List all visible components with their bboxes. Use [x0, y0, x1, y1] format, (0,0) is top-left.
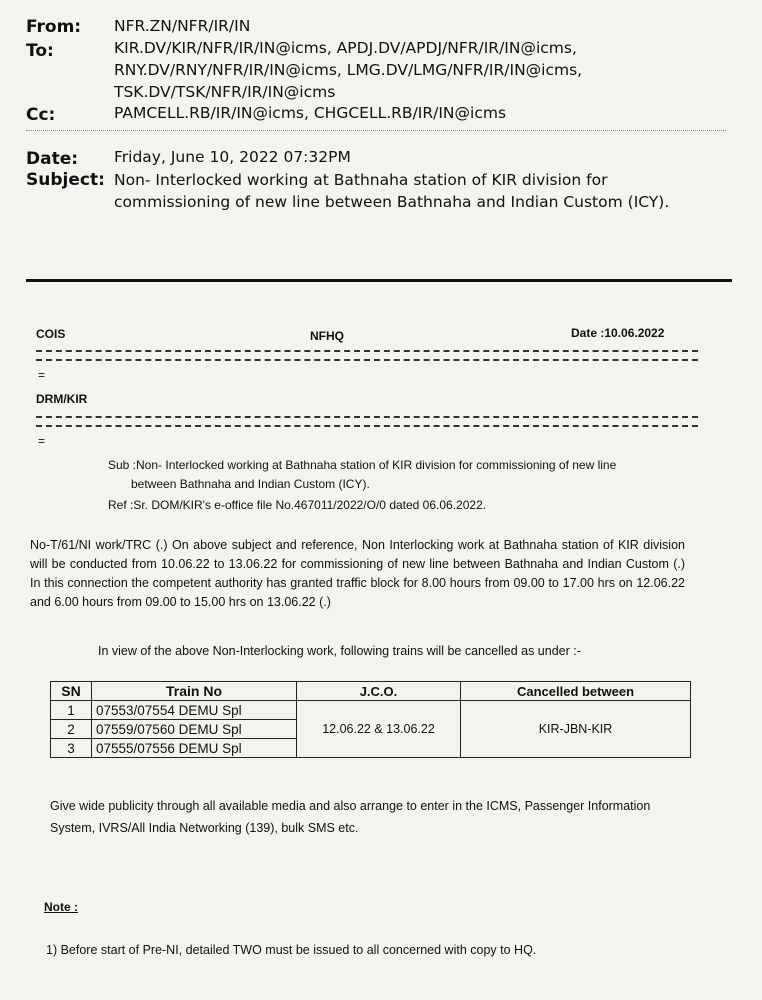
cc-value: PAMCELL.RB/IR/IN@icms, CHGCELL.RB/IR/IN@icms: [114, 104, 507, 122]
cancellation-intro: In view of the above Non-Interlocking work, following trains will be cancelled as under :-: [98, 644, 581, 658]
to-line-1: KIR.DV/KIR/NFR/IR/IN@icms, APDJ.DV/APDJ/NFR/IR/IN@icms,: [114, 39, 577, 57]
to-line-2: RNY.DV/RNY/NFR/IR/IN@icms, LMG.DV/LMG/NFR/IR/IN@icms,: [114, 61, 583, 79]
subject-line-2: between Bathnaha and Indian Custom (ICY).: [131, 477, 370, 491]
subject-value: Non- Interlocked working at Bathnaha station of KIR division for commissioning of new line between Bathnaha and Indian Custom (ICY).: [114, 171, 670, 211]
header-divider: [26, 130, 726, 131]
note-heading: Note :: [44, 900, 78, 914]
train-no-cell: 07553/07554 DEMU Spl: [92, 701, 297, 720]
to-line-3: TSK.DV/TSK/NFR/IR/IN@icms: [114, 83, 336, 101]
train-cancellation-table: [50, 681, 691, 758]
memo-date: Date :10.06.2022: [571, 326, 665, 340]
equals-tail: =: [38, 434, 46, 448]
sn-cell: 2: [51, 720, 92, 739]
to-office: NFHQ: [310, 329, 344, 343]
jco-cell: 12.06.22 & 13.06.22: [297, 701, 461, 758]
equals-divider: [36, 416, 698, 427]
equals-divider: [36, 350, 698, 361]
from-label: From:: [26, 17, 82, 37]
note-item-1: 1) Before start of Pre-NI, detailed TWO must be issued to all concerned with copy to HQ.: [46, 943, 537, 957]
cc-label: Cc:: [26, 105, 56, 125]
col-train-no-header: Train No: [92, 682, 297, 701]
subject-line-1: Sub :Non- Interlocked working at Bathnaha station of KIR division for commissioning of new line: [108, 458, 617, 472]
equals-tail: =: [38, 368, 46, 382]
table-row: [51, 701, 691, 720]
from-value: NFR.ZN/NFR/IR/IN: [114, 17, 251, 35]
to-label: To:: [26, 41, 54, 61]
cancelled-between-cell: KIR-JBN-KIR: [461, 701, 691, 758]
train-no-cell: 07559/07560 DEMU Spl: [92, 720, 297, 739]
subject-label: Subject:: [26, 170, 105, 190]
date-label: Date:: [26, 149, 79, 169]
main-paragraph: No-T/61/NI work/TRC (.) On above subject and reference, Non Interlocking work at Bathnaha station of KIR division will be conducted from 10.06.22 to 13.06.22 for commissioning of new line between Bathnaha and Indian Custom (.) In this connection the competent authority has granted traffic block for 8.00 hours from 09.00 to 17.00 hrs on 12.06.22 and 6.00 hours from 09.00 to 15.00 hrs on 13.06.22 (.): [30, 538, 685, 609]
addressee: DRM/KIR: [36, 392, 88, 406]
col-cancelled-between-header: Cancelled between: [461, 682, 691, 701]
train-no-cell: 07555/07556 DEMU Spl: [92, 739, 297, 758]
section-rule: [26, 279, 732, 282]
col-sn-header: SN: [51, 682, 92, 701]
table-header-row: [51, 682, 691, 701]
date-value: Friday, June 10, 2022 07:32PM: [114, 148, 351, 166]
sn-cell: 3: [51, 739, 92, 758]
reference-line: Ref :Sr. DOM/KIR's e-office file No.467011/2022/O/0 dated 06.06.2022.: [108, 498, 487, 512]
sn-cell: 1: [51, 701, 92, 720]
col-jco-header: J.C.O.: [297, 682, 461, 701]
publicity-instruction: Give wide publicity through all available media and also arrange to enter in the ICMS, Passenger Information System, IVRS/All India Networking (139), bulk SMS etc.: [50, 799, 651, 835]
from-office: COIS: [36, 327, 66, 341]
